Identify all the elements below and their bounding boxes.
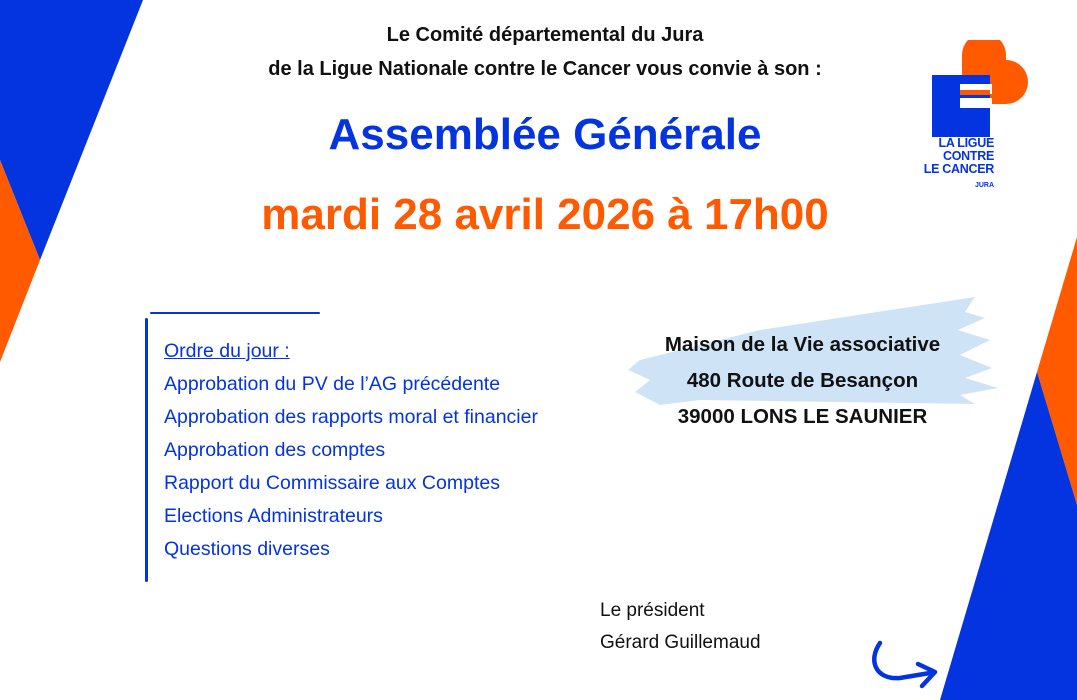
curved-arrow-icon <box>874 643 930 678</box>
signature <box>600 595 761 659</box>
agenda-item: Approbation des rapports moral et financier <box>164 406 538 428</box>
address-line-3: 39000 LONS LE SAUNIER <box>677 405 928 428</box>
logo-line-2: CONTRE <box>943 149 994 163</box>
intro-line-1: Le Comité départemental du Jura <box>386 24 704 46</box>
logo-line-3: LE CANCER <box>923 162 994 176</box>
signature-name: Gérard Guillemaud <box>600 632 761 653</box>
agenda-item: Approbation des comptes <box>164 439 386 461</box>
signature-role: Le président <box>600 600 705 621</box>
logo-subtitle: JURA <box>974 182 994 189</box>
address-line-1: Maison de la Vie associative <box>664 333 941 356</box>
intro-line-2: de la Ligue Nationale contre le Cancer vous convie à son : <box>268 58 822 80</box>
agenda-heading: Ordre du jour : <box>164 340 290 362</box>
address-line-2: 480 Route de Besançon <box>686 369 919 392</box>
agenda-bracket-top <box>150 312 320 314</box>
venue-address <box>630 327 975 435</box>
agenda-item: Elections Administrateurs <box>164 505 383 527</box>
event-title: Assemblée Générale <box>328 110 762 159</box>
agenda-item: Rapport du Commissaire aux Comptes <box>164 472 500 494</box>
event-date: mardi 28 avril 2026 à 17h00 <box>261 190 829 239</box>
logo-text <box>920 137 994 176</box>
agenda-bracket-left <box>145 318 148 582</box>
agenda <box>164 335 538 566</box>
intro-text <box>180 18 910 86</box>
agenda-item: Questions diverses <box>164 538 330 560</box>
agenda-item: Approbation du PV de l’AG précédente <box>164 373 501 395</box>
logo-line-1: LA LIGUE <box>938 136 994 150</box>
